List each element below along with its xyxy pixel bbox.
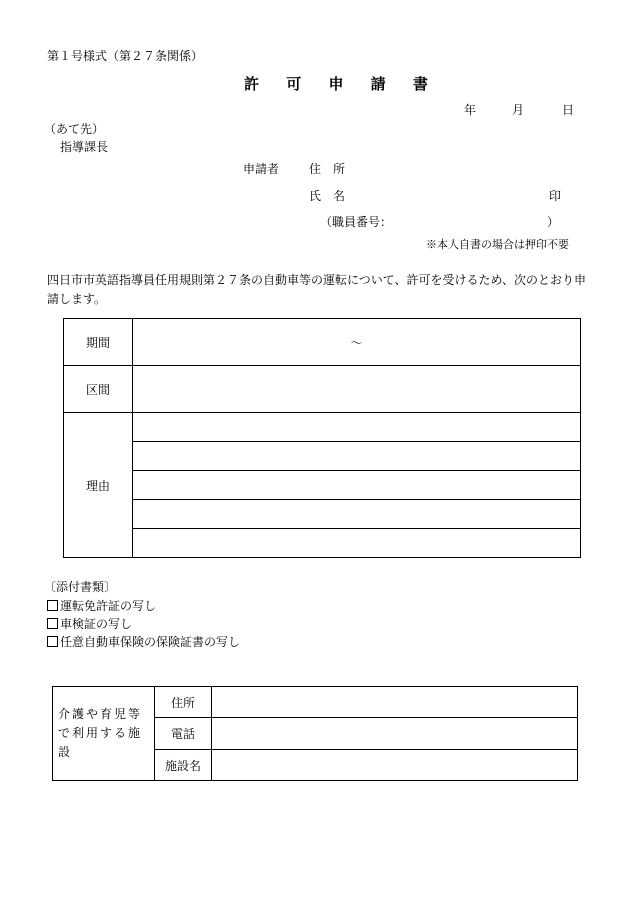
attachment-label: 任意自動車保険の保険証書の写し [60, 635, 241, 649]
date-month: 月 [512, 103, 525, 117]
attachment-checkbox[interactable] [47, 636, 58, 647]
application-statement: 四日市市英語指導員任用規則第２７条の自動車等の運転について、許可を受けるため、次のとおり申請します。 [47, 273, 587, 306]
reason-line[interactable] [133, 442, 581, 471]
period-field[interactable] [133, 319, 581, 366]
facility-address-label: 住所 [155, 687, 212, 718]
attachment-label: 車検証の写し [60, 617, 133, 631]
facility-label: 介護や育児等で利用する施設 [53, 687, 155, 781]
attachment-item [47, 618, 132, 630]
reason-label: 理由 [64, 413, 133, 558]
name-label: 氏 名 [309, 189, 346, 203]
section-label: 区間 [64, 366, 133, 413]
form-title: 許 可 申 請 書 [244, 75, 439, 93]
applicant-label: 申請者 [243, 162, 280, 176]
section-field[interactable] [133, 366, 581, 413]
form-number: 第１号様式（第２７条関係） [47, 49, 204, 63]
attachments-heading: 〔添付書類〕 [44, 580, 117, 594]
attachment-item [47, 600, 156, 612]
reason-row [64, 413, 581, 442]
attachment-item [47, 636, 240, 648]
facility-name-label: 施設名 [155, 750, 212, 781]
staff-number-close: ） [547, 215, 560, 229]
facility-name-field[interactable] [212, 750, 578, 781]
date-year: 年 [464, 103, 477, 117]
attachment-label: 運転免許証の写し [60, 599, 157, 613]
facility-table [52, 686, 578, 781]
address-label: 住 所 [309, 162, 346, 176]
addressee-label: （あて先） [44, 122, 105, 136]
facility-phone-field[interactable] [212, 718, 578, 750]
seal-note: ※本人自書の場合は押印不要 [426, 238, 569, 251]
period-row [64, 319, 581, 366]
reason-line[interactable] [133, 413, 581, 442]
period-separator: ～ [350, 335, 363, 350]
facility-phone-label: 電話 [155, 718, 212, 750]
period-label: 期間 [64, 319, 133, 366]
seal-mark: 印 [549, 189, 562, 203]
section-row [64, 366, 581, 413]
reason-line[interactable] [133, 500, 581, 529]
application-table [63, 318, 581, 558]
reason-line[interactable] [133, 471, 581, 500]
facility-address-field[interactable] [212, 687, 578, 718]
attachment-checkbox[interactable] [47, 600, 58, 611]
attachment-checkbox[interactable] [47, 618, 58, 629]
staff-number-label: （職員番号： [320, 215, 393, 229]
reason-line[interactable] [133, 529, 581, 558]
date-day: 日 [562, 103, 575, 117]
addressee: 指導課長 [60, 140, 109, 154]
